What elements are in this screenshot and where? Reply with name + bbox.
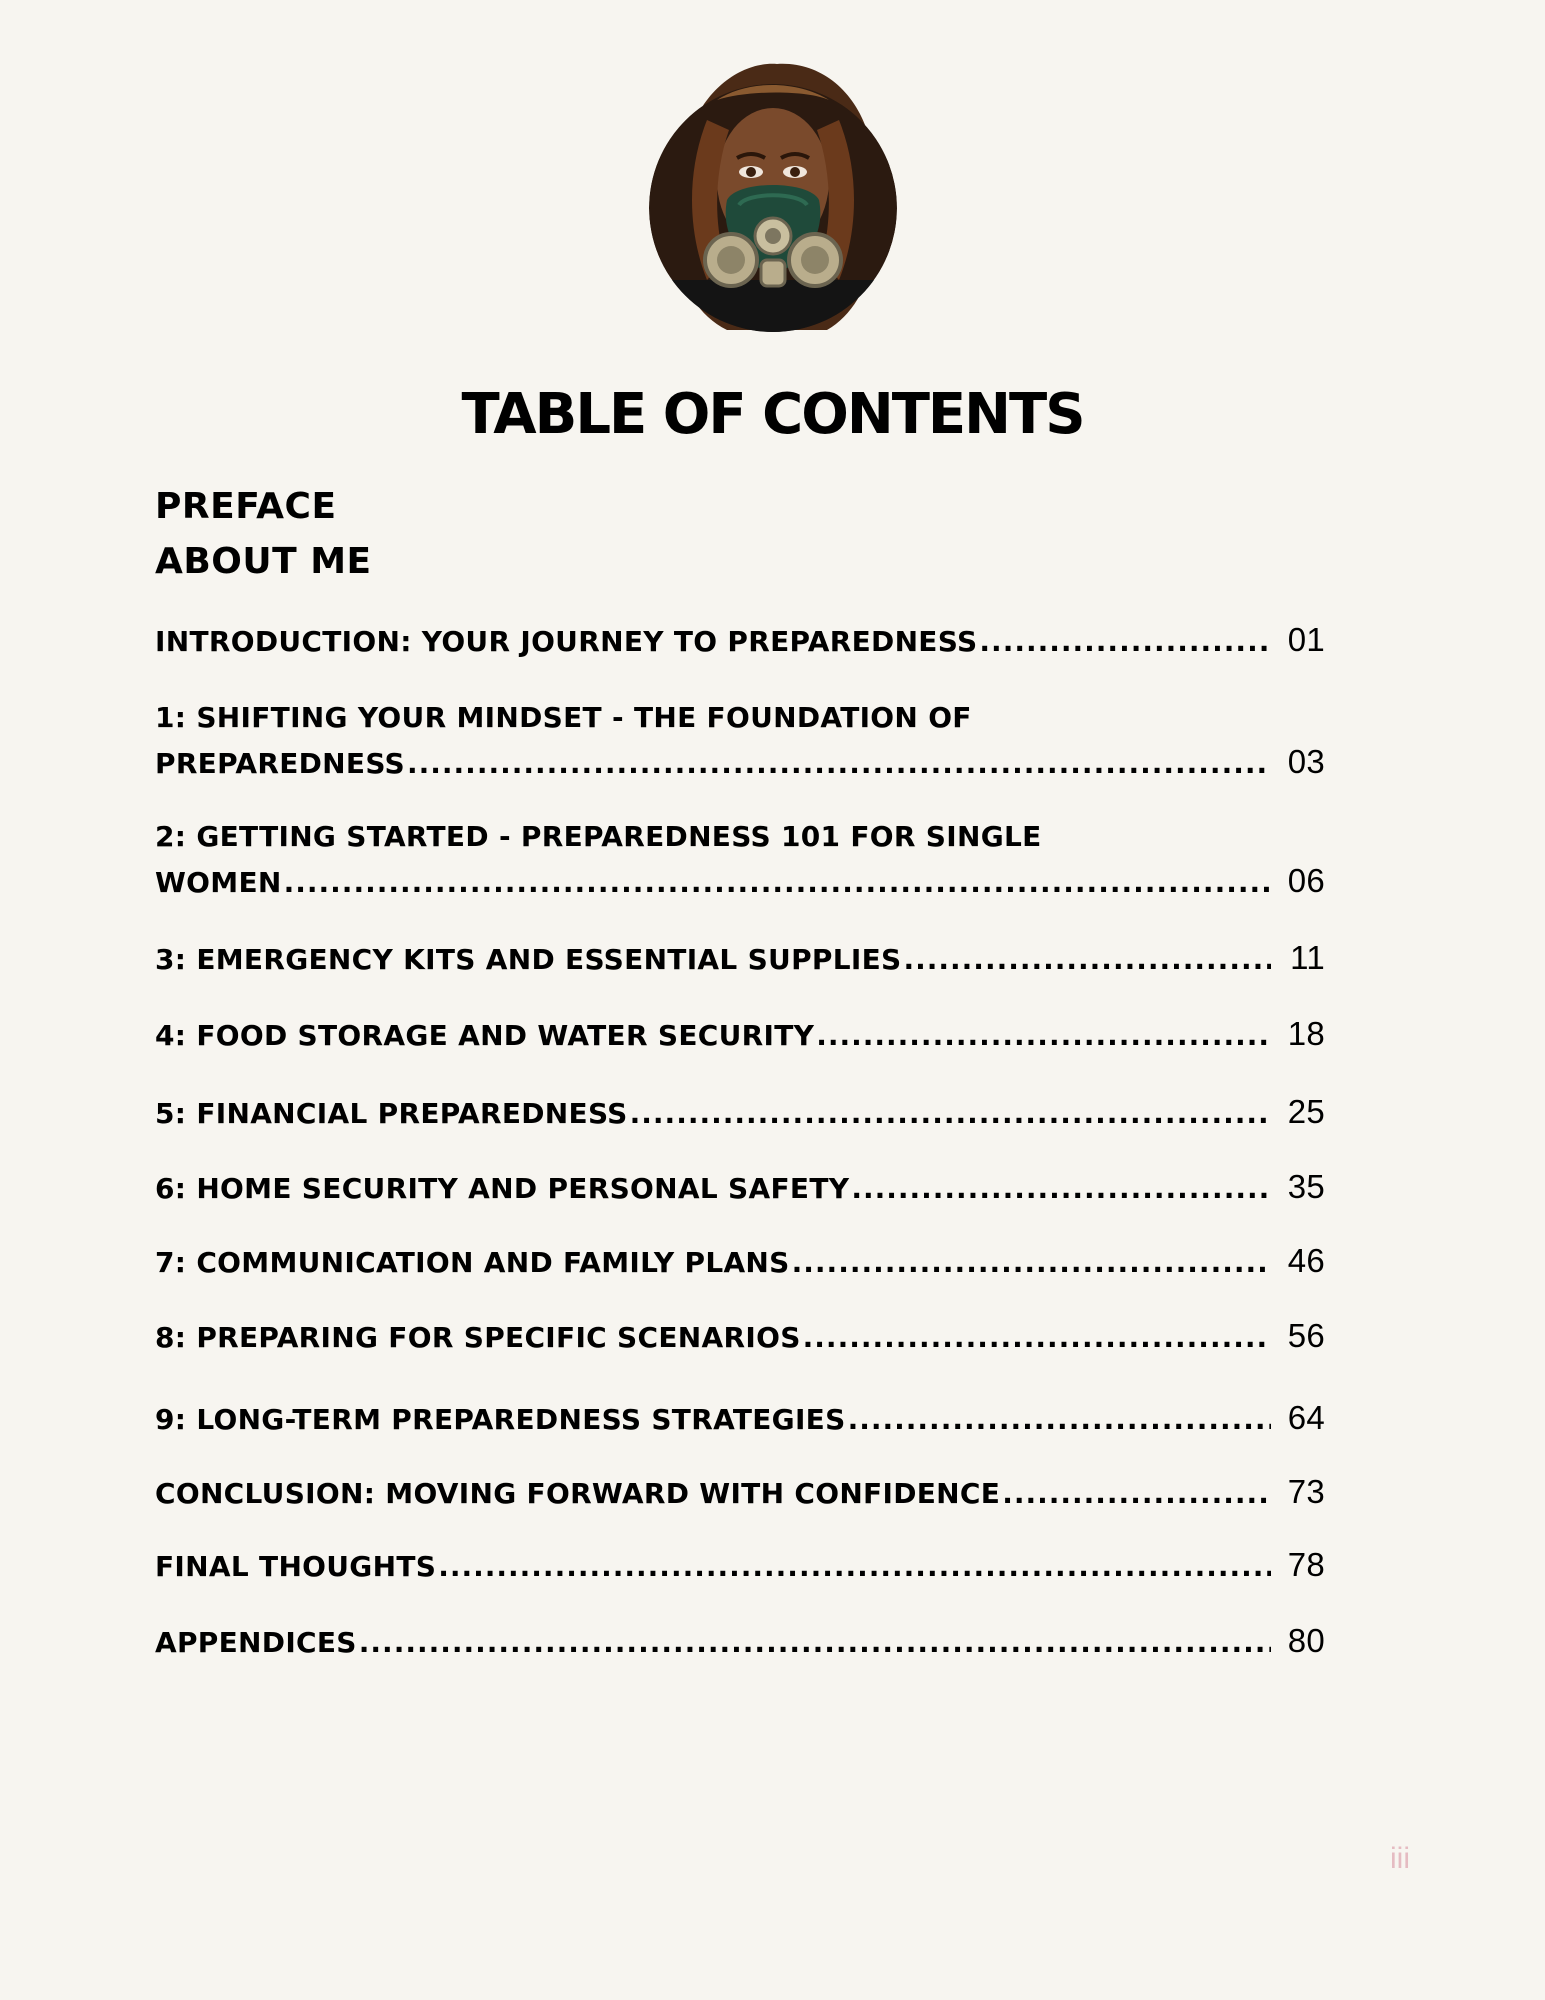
toc-entry-title: 3: EMERGENCY KITS AND ESSENTIAL SUPPLIES (155, 943, 902, 976)
toc-leader-dots (1002, 1472, 1271, 1516)
toc-leader-dots (851, 1167, 1271, 1211)
toc-entry-title: FINAL THOUGHTS (155, 1550, 437, 1583)
toc-entry-page: 35 (1287, 1168, 1325, 1205)
toc-entry-title: 8: PREPARING FOR SPECIFIC SCENARIOS (155, 1321, 801, 1354)
page-number: iii (1390, 1842, 1410, 1875)
toc-entry-title: 4: FOOD STORAGE AND WATER SECURITY (155, 1019, 815, 1052)
toc-entry-title: 5: FINANCIAL PREPAREDNESS (155, 1097, 628, 1130)
toc-entry-page: 46 (1287, 1242, 1325, 1279)
woman-gas-mask-portrait-icon (647, 60, 899, 338)
toc-leader-dots (848, 1398, 1271, 1442)
toc-entry-title: WOMEN (155, 866, 282, 899)
toc-entry-page: 11 (1290, 939, 1325, 976)
toc-leader-dots (792, 1241, 1271, 1285)
toc-leader-dots (803, 1316, 1271, 1360)
toc-leader-dots (903, 938, 1271, 982)
toc-entry[interactable] (155, 1012, 1325, 1058)
toc-entry-page: 01 (1287, 621, 1325, 658)
toc-entry[interactable] (155, 1543, 1325, 1589)
toc-entry-page: 03 (1287, 743, 1325, 780)
toc-leader-dots (979, 620, 1271, 664)
toc-entry[interactable] (155, 1396, 1325, 1442)
toc-entry[interactable] (155, 1090, 1325, 1136)
toc-entry-page: 64 (1287, 1399, 1325, 1436)
toc-entry[interactable] (155, 1470, 1325, 1516)
page-title: TABLE OF CONTENTS (461, 382, 1084, 447)
toc-entry-title: 7: COMMUNICATION AND FAMILY PLANS (155, 1246, 790, 1279)
toc-entry-title-line1: 1: SHIFTING YOUR MINDSET - THE FOUNDATION OF (155, 701, 972, 734)
toc-entry[interactable] (155, 618, 1325, 664)
toc-entry[interactable] (155, 936, 1325, 982)
toc-leader-dots (630, 1092, 1271, 1136)
front-matter-about-me[interactable]: ABOUT ME (155, 541, 372, 582)
toc-leader-dots (407, 742, 1271, 786)
toc-entry-page: 18 (1287, 1015, 1325, 1052)
toc-entry-page: 56 (1287, 1317, 1325, 1354)
toc-entry-title: 6: HOME SECURITY AND PERSONAL SAFETY (155, 1172, 850, 1205)
toc-entry[interactable] (155, 1165, 1325, 1211)
toc-entry-title: 9: LONG-TERM PREPAREDNESS STRATEGIES (155, 1403, 846, 1436)
toc-entry-page: 06 (1287, 862, 1325, 899)
toc-leader-dots (438, 1545, 1271, 1589)
toc-entry[interactable] (155, 696, 1325, 786)
toc-entry-page: 25 (1287, 1093, 1325, 1130)
toc-entry-title: INTRODUCTION: YOUR JOURNEY TO PREPAREDNESS (155, 625, 978, 658)
toc-entry-title: APPENDICES (155, 1626, 357, 1659)
toc-leader-dots (284, 861, 1271, 905)
toc-entry[interactable] (155, 1619, 1325, 1665)
toc-entry-page: 78 (1287, 1546, 1325, 1583)
toc-entry[interactable] (155, 1239, 1325, 1285)
toc-leader-dots (359, 1621, 1271, 1665)
toc-entry-title: CONCLUSION: MOVING FORWARD WITH CONFIDENCE (155, 1477, 1001, 1510)
toc-entry-title-line1: 2: GETTING STARTED - PREPAREDNESS 101 FOR SINGLE (155, 820, 1042, 853)
toc-entry-page: 73 (1287, 1473, 1325, 1510)
toc-entry-page: 80 (1287, 1622, 1325, 1659)
toc-entry[interactable] (155, 815, 1325, 905)
toc-leader-dots (816, 1014, 1271, 1058)
toc-entry[interactable] (155, 1314, 1325, 1360)
front-matter-preface[interactable]: PREFACE (155, 486, 337, 527)
toc-entry-title: PREPAREDNESS (155, 747, 405, 780)
